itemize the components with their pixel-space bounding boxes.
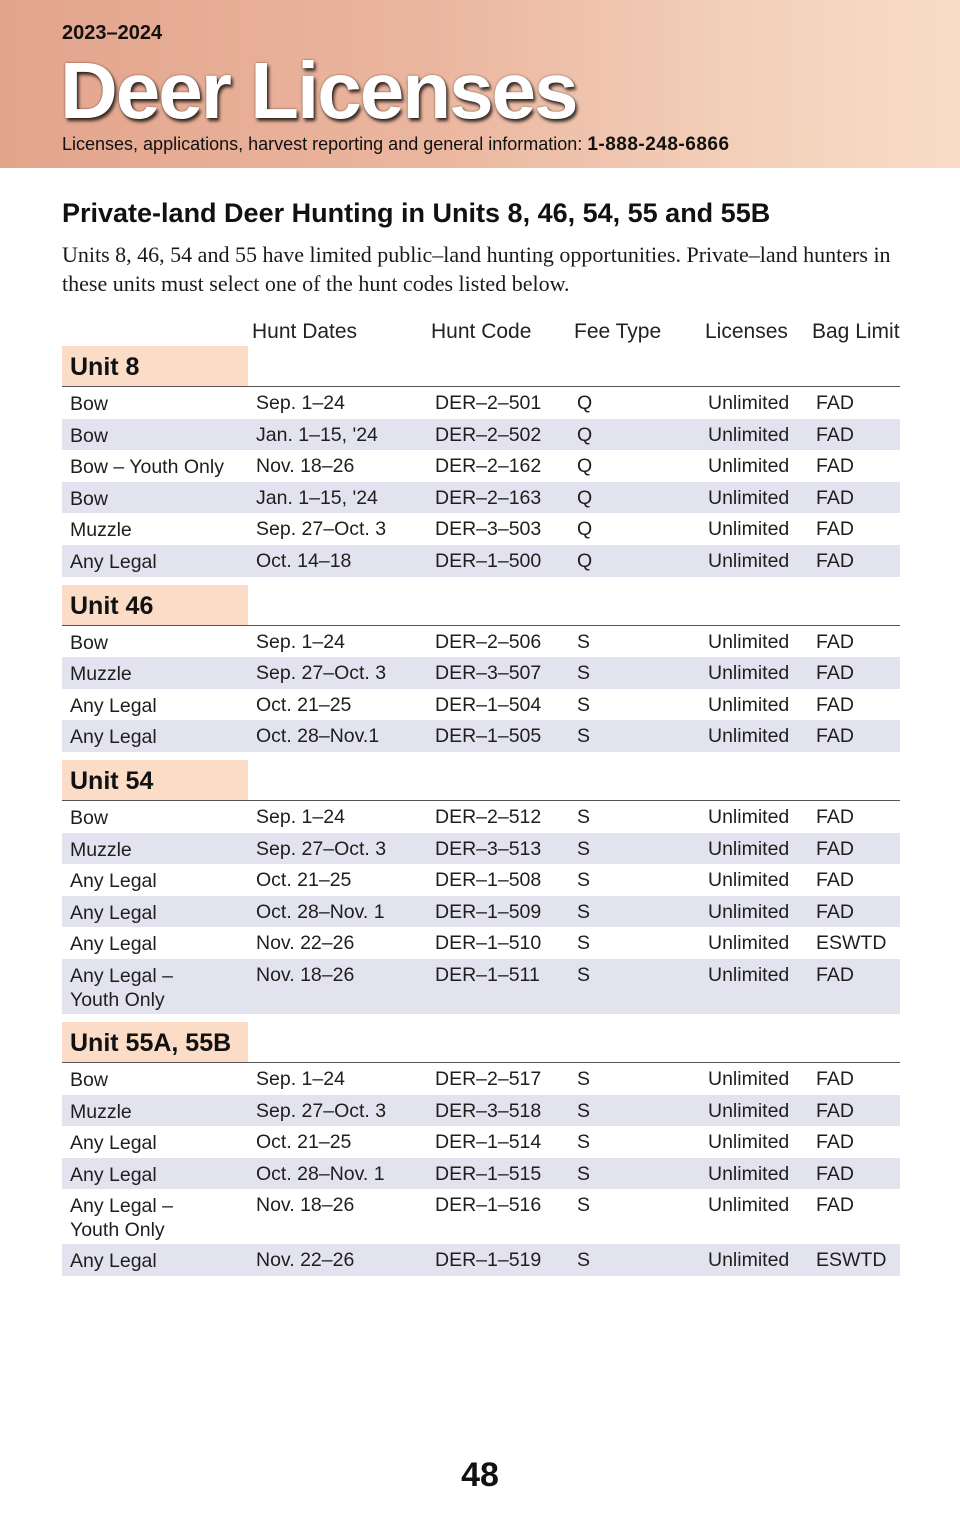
hunt-code-cell: DER–2–502 <box>435 423 542 446</box>
bag-limit-cell: FAD <box>816 837 854 860</box>
weapon-cell: Any Legal <box>70 1132 157 1155</box>
hunt-code-cell: DER–2–163 <box>435 486 542 509</box>
column-header-licenses: Licenses <box>705 320 788 343</box>
licenses-cell: Unlimited <box>708 963 790 986</box>
hunt-code-cell: DER–1–515 <box>435 1162 542 1185</box>
licenses-cell: Unlimited <box>708 1099 790 1122</box>
hunt-dates-cell: Oct. 28–Nov. 1 <box>256 900 385 923</box>
hunt-code-cell: DER–1–505 <box>435 725 542 748</box>
hunt-dates-cell: Jan. 1–15, '24 <box>256 486 378 509</box>
table-row <box>62 1095 900 1127</box>
fee-type-cell: Q <box>577 486 593 509</box>
fee-type-cell: S <box>577 630 591 653</box>
hunt-dates-cell: Oct. 21–25 <box>256 693 352 716</box>
table-row <box>62 927 900 959</box>
table-row <box>62 896 900 928</box>
fee-type-cell: Q <box>577 423 593 446</box>
weapon-cell: Bow <box>70 393 108 415</box>
column-header-fee-type: Fee Type <box>574 320 662 343</box>
licenses-cell: Unlimited <box>708 805 790 828</box>
hunt-dates-cell: Sep. 1–24 <box>256 392 345 414</box>
hunt-code-cell: DER–3–503 <box>435 518 542 541</box>
contact-info <box>62 134 730 156</box>
hunt-code-cell: DER–1–514 <box>435 1131 542 1154</box>
hunt-dates-cell: Nov. 22–26 <box>256 932 355 955</box>
table-row <box>62 1126 900 1158</box>
section-intro: Units 8, 46, 54 and 55 have limited public–land hunting opportunities. Private–land hunters in these units must select one of the hunt codes listed below. <box>62 242 891 296</box>
bag-limit-cell: FAD <box>816 693 854 716</box>
weapon-cell: Any Legal – Youth Only <box>70 964 173 1011</box>
licenses-cell: Unlimited <box>708 392 790 414</box>
column-header-hunt-dates: Hunt Dates <box>252 320 358 343</box>
weapon-cell: Bow – Youth Only <box>70 456 224 479</box>
fee-type-cell: S <box>577 1099 591 1122</box>
weapon-cell: Any Legal <box>70 726 157 749</box>
weapon-cell: Muzzle <box>70 838 132 861</box>
licenses-cell: Unlimited <box>708 869 790 892</box>
weapon-cell: Bow <box>70 487 108 510</box>
licenses-cell: Unlimited <box>708 630 790 653</box>
hunt-code-cell: DER–1–500 <box>435 549 542 572</box>
table-column-headers <box>62 318 900 346</box>
bag-limit-cell: FAD <box>816 1162 854 1185</box>
table-row <box>62 864 900 896</box>
hunt-code-cell: DER–2–517 <box>435 1067 542 1090</box>
bag-limit-cell: FAD <box>816 455 854 478</box>
licenses-cell: Unlimited <box>708 549 790 572</box>
page-number: 48 <box>461 1456 499 1494</box>
bag-limit-cell: ESWTD <box>816 932 887 955</box>
fee-type-cell: S <box>577 963 591 986</box>
hunt-dates-cell: Sep. 27–Oct. 3 <box>256 662 387 685</box>
weapon-cell: Any Legal <box>70 901 157 924</box>
weapon-cell: Bow <box>70 806 108 829</box>
licenses-cell: Unlimited <box>708 662 790 685</box>
licenses-cell: Unlimited <box>708 1162 790 1185</box>
hunt-dates-cell: Sep. 27–Oct. 3 <box>256 1099 387 1122</box>
table-row <box>62 689 900 721</box>
bag-limit-cell: FAD <box>816 423 854 446</box>
licenses-cell: Unlimited <box>708 725 790 748</box>
contact-info-text: Licenses, applications, harvest reporting and general information: <box>62 134 588 154</box>
weapon-cell: Muzzle <box>70 519 132 542</box>
unit-spacer <box>62 1014 900 1022</box>
column-header-hunt-code: Hunt Code <box>431 320 532 343</box>
hunt-code-cell: DER–1–511 <box>435 963 540 986</box>
unit-header <box>62 760 900 801</box>
hunt-dates-cell: Sep. 1–24 <box>256 805 345 828</box>
table-row <box>62 387 900 419</box>
bag-limit-cell: FAD <box>816 1099 854 1122</box>
licenses-cell: Unlimited <box>708 1249 790 1272</box>
hunt-code-cell: DER–1–516 <box>435 1194 542 1217</box>
bag-limit-cell: FAD <box>816 518 854 541</box>
weapon-cell: Muzzle <box>70 663 132 686</box>
unit-header <box>62 1022 900 1063</box>
table-row <box>62 482 900 514</box>
fee-type-cell: S <box>577 1194 591 1217</box>
weapon-cell: Muzzle <box>70 1100 132 1123</box>
table-row <box>62 545 900 577</box>
bag-limit-cell: ESWTD <box>816 1249 887 1272</box>
unit-label: Unit 8 <box>62 346 248 386</box>
licenses-cell: Unlimited <box>708 518 790 541</box>
unit-label: Unit 46 <box>62 585 248 625</box>
fee-type-cell: S <box>577 1067 591 1090</box>
unit-header <box>62 585 900 626</box>
weapon-cell: Any Legal <box>70 1250 157 1273</box>
fee-type-cell: S <box>577 725 591 748</box>
hunt-code-cell: DER–2–162 <box>435 455 542 478</box>
fee-type-cell: S <box>577 693 591 716</box>
table-row <box>62 419 900 451</box>
unit-label: Unit 54 <box>62 760 248 800</box>
licenses-cell: Unlimited <box>708 900 790 923</box>
weapon-cell: Any Legal <box>70 870 157 893</box>
licenses-cell: Unlimited <box>708 486 790 509</box>
fee-type-cell: Q <box>577 518 593 541</box>
table-row <box>62 959 900 1014</box>
bag-limit-cell: FAD <box>816 805 854 828</box>
header-banner <box>0 0 960 168</box>
unit-header <box>62 346 900 387</box>
bag-limit-cell: FAD <box>816 1194 854 1217</box>
hunt-dates-cell: Sep. 27–Oct. 3 <box>256 518 387 541</box>
hunt-dates-cell: Sep. 27–Oct. 3 <box>256 837 387 860</box>
licenses-cell: Unlimited <box>708 837 790 860</box>
hunt-dates-cell: Oct. 21–25 <box>256 869 352 892</box>
unit-sections <box>62 346 900 1276</box>
licenses-cell: Unlimited <box>708 1194 790 1217</box>
weapon-cell: Any Legal <box>70 933 157 956</box>
table-row <box>62 801 900 833</box>
bag-limit-cell: FAD <box>816 392 854 414</box>
hunt-code-cell: DER–1–519 <box>435 1249 542 1272</box>
fee-type-cell: S <box>577 869 591 892</box>
hunt-code-cell: DER–2–512 <box>435 805 542 828</box>
hunt-dates-cell: Oct. 14–18 <box>256 549 352 572</box>
hunt-dates-cell: Nov. 18–26 <box>256 1194 355 1217</box>
hunt-dates-cell: Oct. 28–Nov.1 <box>256 725 380 748</box>
page-title: Deer Licenses <box>60 46 577 135</box>
hunt-dates-cell: Jan. 1–15, '24 <box>256 423 378 446</box>
hunt-dates-cell: Nov. 18–26 <box>256 963 355 986</box>
fee-type-cell: S <box>577 805 591 828</box>
weapon-cell: Bow <box>70 631 108 654</box>
unit-label: Unit 55A, 55B <box>62 1022 248 1062</box>
fee-type-cell: S <box>577 932 591 955</box>
table-row <box>62 1189 900 1244</box>
table-row <box>62 1244 900 1276</box>
weapon-cell: Bow <box>70 1068 108 1091</box>
table-row <box>62 1063 900 1095</box>
bag-limit-cell: FAD <box>816 486 854 509</box>
licenses-cell: Unlimited <box>708 455 790 478</box>
weapon-cell: Any Legal <box>70 1163 157 1186</box>
hunt-code-cell: DER–3–513 <box>435 837 542 860</box>
hunt-dates-cell: Oct. 21–25 <box>256 1131 352 1154</box>
weapon-cell: Any Legal <box>70 694 157 717</box>
fee-type-cell: Q <box>577 549 593 572</box>
year-label: 2023–2024 <box>62 22 163 44</box>
bag-limit-cell: FAD <box>816 900 854 923</box>
licenses-cell: Unlimited <box>708 693 790 716</box>
column-header-bag-limit: Bag Limit <box>812 320 900 343</box>
hunt-code-cell: DER–1–509 <box>435 900 542 923</box>
table-row <box>62 513 900 545</box>
hunt-code-cell: DER–2–506 <box>435 630 542 653</box>
hunt-dates-cell: Sep. 1–24 <box>256 1067 345 1090</box>
fee-type-cell: S <box>577 900 591 923</box>
unit-spacer <box>62 577 900 585</box>
phone-number: 1-888-248-6866 <box>587 134 730 155</box>
bag-limit-cell: FAD <box>816 630 854 653</box>
table-row <box>62 1158 900 1190</box>
weapon-cell: Any Legal – Youth Only <box>70 1195 173 1242</box>
bag-limit-cell: FAD <box>816 662 854 685</box>
unit-spacer <box>62 752 900 760</box>
weapon-cell: Any Legal <box>70 550 157 573</box>
licenses-cell: Unlimited <box>708 1067 790 1090</box>
fee-type-cell: S <box>577 662 591 685</box>
table-row <box>62 626 900 658</box>
section-heading: Private-land Deer Hunting in Units 8, 46, 54, 55 and 55B <box>62 198 771 228</box>
fee-type-cell: S <box>577 1162 591 1185</box>
licenses-cell: Unlimited <box>708 932 790 955</box>
hunt-code-cell: DER–1–508 <box>435 869 542 892</box>
table-row <box>62 657 900 689</box>
hunt-table <box>62 318 900 1276</box>
weapon-cell: Bow <box>70 424 108 447</box>
table-row <box>62 450 900 482</box>
hunt-code-cell: DER–3–518 <box>435 1099 542 1122</box>
licenses-cell: Unlimited <box>708 1131 790 1154</box>
hunt-dates-cell: Oct. 28–Nov. 1 <box>256 1162 385 1185</box>
licenses-cell: Unlimited <box>708 423 790 446</box>
fee-type-cell: S <box>577 1249 591 1272</box>
table-row <box>62 833 900 865</box>
fee-type-cell: S <box>577 837 591 860</box>
hunt-dates-cell: Nov. 18–26 <box>256 455 355 478</box>
bag-limit-cell: FAD <box>816 1067 854 1090</box>
fee-type-cell: S <box>577 1131 591 1154</box>
fee-type-cell: Q <box>577 392 593 414</box>
table-row <box>62 720 900 752</box>
bag-limit-cell: FAD <box>816 549 854 572</box>
hunt-code-cell: DER–1–504 <box>435 693 542 716</box>
bag-limit-cell: FAD <box>816 725 854 748</box>
fee-type-cell: Q <box>577 455 593 478</box>
hunt-code-cell: DER–1–510 <box>435 932 542 955</box>
bag-limit-cell: FAD <box>816 1131 854 1154</box>
hunt-code-cell: DER–2–501 <box>435 392 542 414</box>
bag-limit-cell: FAD <box>816 869 854 892</box>
hunt-code-cell: DER–3–507 <box>435 662 542 685</box>
hunt-dates-cell: Nov. 22–26 <box>256 1249 355 1272</box>
hunt-dates-cell: Sep. 1–24 <box>256 630 345 653</box>
bag-limit-cell: FAD <box>816 963 854 986</box>
